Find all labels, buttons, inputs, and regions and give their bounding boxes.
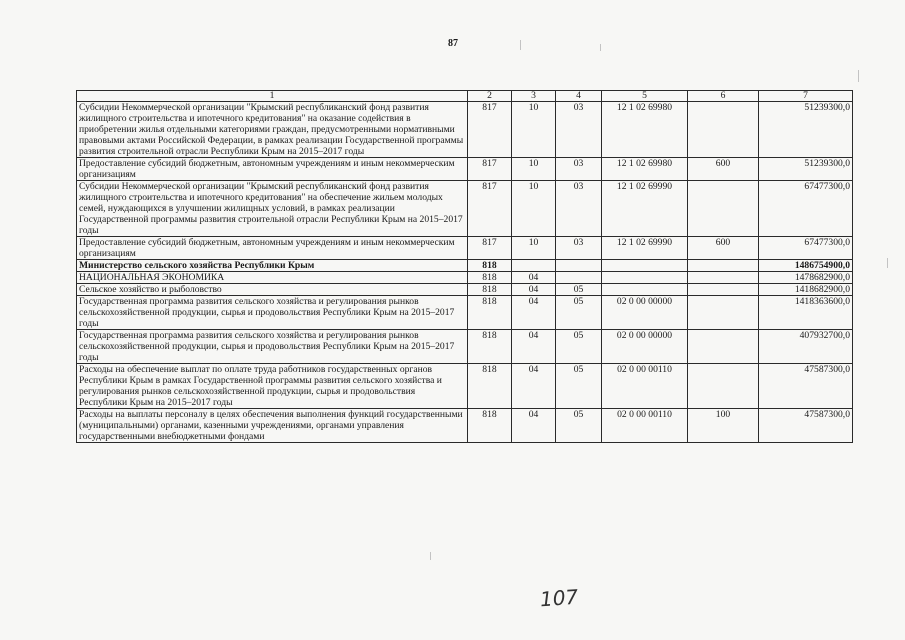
row-name: Предоставление субсидий бюджетным, автономным учреждениям и иным некоммерческим организациям [77, 237, 468, 260]
row-name: Сельское хозяйство и рыболовство [77, 284, 468, 296]
admin-code: 818 [468, 364, 512, 409]
section-code: 04 [512, 272, 556, 284]
section-code: 04 [512, 284, 556, 296]
section-code: 10 [512, 237, 556, 260]
amount: 47587300,0 [759, 409, 853, 443]
target-article-code: 02 0 00 00110 [602, 409, 688, 443]
expense-type-code [688, 260, 759, 272]
expense-type-code [688, 330, 759, 364]
amount: 1418682900,0 [759, 284, 853, 296]
amount: 1418363600,0 [759, 296, 853, 330]
subsection-code: 05 [556, 296, 602, 330]
admin-code: 818 [468, 260, 512, 272]
table-row [77, 237, 853, 260]
expense-type-code: 600 [688, 158, 759, 181]
admin-code: 818 [468, 284, 512, 296]
budget-table [76, 90, 853, 443]
target-article-code: 02 0 00 00110 [602, 364, 688, 409]
scan-artifact [520, 40, 521, 50]
amount: 1486754900,0 [759, 260, 853, 272]
section-code: 04 [512, 296, 556, 330]
admin-code: 818 [468, 409, 512, 443]
amount: 407932700,0 [759, 330, 853, 364]
expense-type-code: 600 [688, 237, 759, 260]
target-article-code: 12 1 02 69990 [602, 237, 688, 260]
target-article-code: 02 0 00 00000 [602, 296, 688, 330]
row-name: НАЦИОНАЛЬНАЯ ЭКОНОМИКА [77, 272, 468, 284]
expense-type-code [688, 272, 759, 284]
admin-code: 817 [468, 158, 512, 181]
expense-type-code: 100 [688, 409, 759, 443]
target-article-code: 12 1 02 69980 [602, 158, 688, 181]
subsection-code [556, 272, 602, 284]
header-col-4: 4 [556, 91, 602, 102]
row-name: Субсидии Некоммерческой организации "Крымский республиканский фонд развития жилищного строительства и ипотечного кредитования" на оказание содействия в приобретении жилья отдельными категориями граждан, предусмотренными нормативными правовыми актами Российской Федерации, в рамках реализации Государственной программы развития строительной отрасли Республики Крым на 2015–2017 годы [77, 102, 468, 158]
header-col-2: 2 [468, 91, 512, 102]
section-code: 04 [512, 364, 556, 409]
table-row [77, 102, 853, 158]
table-row [77, 181, 853, 237]
subsection-code: 03 [556, 102, 602, 158]
scan-artifact [858, 70, 859, 82]
amount: 1478682900,0 [759, 272, 853, 284]
row-name: Субсидии Некоммерческой организации "Крымский республиканский фонд развития жилищного строительства и ипотечного кредитования" на обеспечение жильем молодых семей, нуждающихся в улучшении жилищных условий, в рамках реализации Государственной программы развития строительной отрасли Республики Крым на 2015–2017 годы [77, 181, 468, 237]
expense-type-code [688, 296, 759, 330]
target-article-code: 12 1 02 69980 [602, 102, 688, 158]
admin-code: 818 [468, 272, 512, 284]
subsection-code: 03 [556, 158, 602, 181]
header-col-6: 6 [688, 91, 759, 102]
row-name: Государственная программа развития сельского хозяйства и регулирования рынков сельскохозяйственной продукции, сырья и продовольствия Республики Крым на 2015–2017 годы [77, 330, 468, 364]
section-code: 10 [512, 158, 556, 181]
row-name: Расходы на обеспечение выплат по оплате труда работников государственных органов Республики Крым в рамках Государственной программы развития сельского хозяйства и регулирования рынков сельскохозяйственной продукции, сырья и продовольствия Республики Крым на 2015–2017 годы [77, 364, 468, 409]
amount: 47587300,0 [759, 364, 853, 409]
target-article-code [602, 260, 688, 272]
admin-code: 817 [468, 237, 512, 260]
section-code: 10 [512, 181, 556, 237]
subsection-code: 05 [556, 364, 602, 409]
page-number: 87 [448, 38, 458, 49]
admin-code: 817 [468, 102, 512, 158]
section-code: 04 [512, 409, 556, 443]
amount: 67477300,0 [759, 181, 853, 237]
subsection-code: 05 [556, 330, 602, 364]
subsection-code: 03 [556, 181, 602, 237]
subsection-code [556, 260, 602, 272]
table-row [77, 272, 853, 284]
expense-type-code [688, 284, 759, 296]
table-row [77, 409, 853, 443]
header-col-5: 5 [602, 91, 688, 102]
handwritten-page-number: 107 [539, 584, 579, 612]
table-row [77, 296, 853, 330]
target-article-code [602, 272, 688, 284]
header-col-1: 1 [77, 91, 468, 102]
table-row [77, 158, 853, 181]
table-row [77, 284, 853, 296]
subsection-code: 05 [556, 409, 602, 443]
table-row [77, 260, 853, 272]
table-row [77, 330, 853, 364]
scan-artifact [887, 258, 888, 268]
section-code: 10 [512, 102, 556, 158]
row-name: Расходы на выплаты персоналу в целях обеспечения выполнения функций государственными (муниципальными) органами, казенными учреждениями, органами управления государственными внебюджетными фондами [77, 409, 468, 443]
scan-artifact [600, 44, 601, 51]
section-code: 04 [512, 330, 556, 364]
table-row [77, 364, 853, 409]
target-article-code: 02 0 00 00000 [602, 330, 688, 364]
header-col-3: 3 [512, 91, 556, 102]
row-name: Министерство сельского хозяйства Республики Крым [77, 260, 468, 272]
header-row [77, 91, 853, 102]
amount: 51239300,0 [759, 102, 853, 158]
admin-code: 818 [468, 296, 512, 330]
subsection-code: 03 [556, 237, 602, 260]
amount: 51239300,0 [759, 158, 853, 181]
section-code [512, 260, 556, 272]
expense-type-code [688, 102, 759, 158]
expense-type-code [688, 364, 759, 409]
subsection-code: 05 [556, 284, 602, 296]
expense-type-code [688, 181, 759, 237]
target-article-code: 12 1 02 69990 [602, 181, 688, 237]
admin-code: 817 [468, 181, 512, 237]
row-name: Предоставление субсидий бюджетным, автономным учреждениям и иным некоммерческим организациям [77, 158, 468, 181]
admin-code: 818 [468, 330, 512, 364]
amount: 67477300,0 [759, 237, 853, 260]
header-col-7: 7 [759, 91, 853, 102]
row-name: Государственная программа развития сельского хозяйства и регулирования рынков сельскохозяйственной продукции, сырья и продовольствия Республики Крым на 2015–2017 годы [77, 296, 468, 330]
scan-artifact [430, 552, 431, 560]
target-article-code [602, 284, 688, 296]
